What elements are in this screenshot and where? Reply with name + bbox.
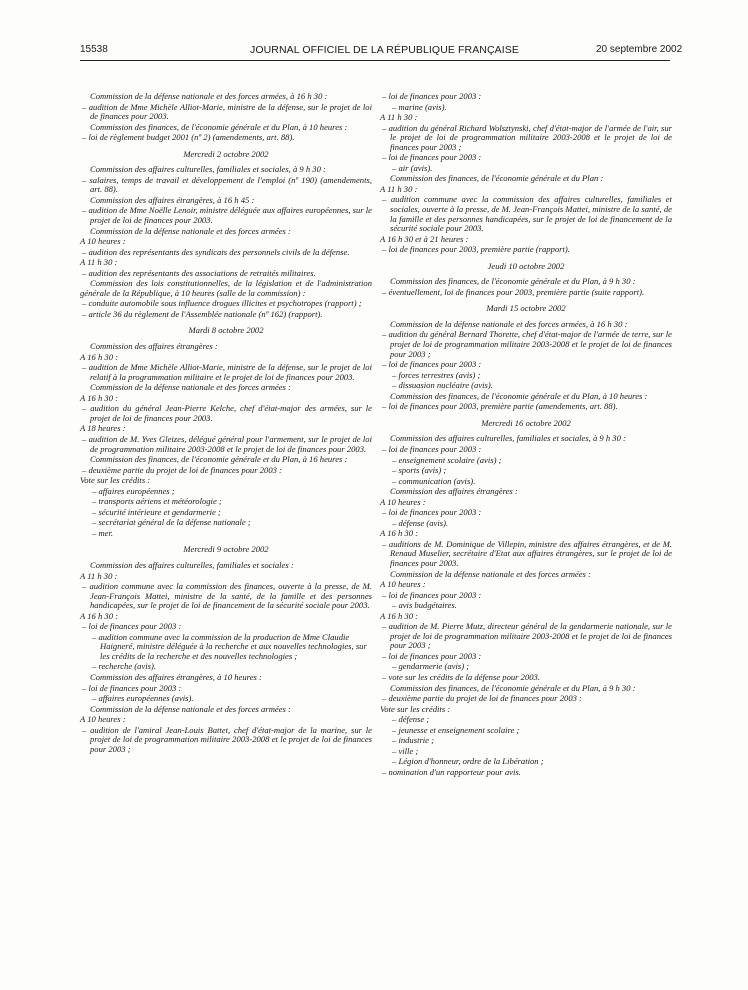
time-line: A 16 h 30 : bbox=[80, 610, 119, 621]
agenda-item: – audition du général Jean-Pierre Kelche, chef d'état-major des armées, sur le projet de loi de finances pour 2003. bbox=[82, 403, 372, 423]
agenda-subitem: – Légion d'honneur, ordre de la Libération ; bbox=[392, 756, 544, 767]
agenda-item: – auditions de M. Dominique de Villepin, ministre des affaires étrangères, et de M. Renaud Muselier, secrétaire d'Etat aux affaires étrangères, sur le projet de loi de finances pour 2003. bbox=[382, 538, 672, 568]
agenda-subitem: – affaires européennes (avis). bbox=[92, 693, 194, 704]
time-line: A 16 h 30 et à 21 heures : bbox=[380, 233, 469, 244]
agenda-item: – loi de finances pour 2003 : bbox=[382, 91, 482, 101]
agenda-item: – loi de finances pour 2003 : bbox=[382, 589, 482, 600]
agenda-subitem: – défense (avis). bbox=[392, 517, 449, 528]
page-header bbox=[0, 0, 748, 56]
section-date-heading: Mercredi 16 octobre 2002 bbox=[481, 417, 571, 428]
time-line: A 10 heures : bbox=[380, 579, 426, 590]
agenda-item: – vote sur les crédits de la défense pour 2003. bbox=[382, 671, 541, 682]
agenda-item: – loi de finances pour 2003 : bbox=[382, 443, 482, 454]
commission-heading: Commission des finances, de l'économie générale et du Plan, à 16 heures : bbox=[90, 454, 348, 465]
time-line: A 16 h 30 : bbox=[80, 351, 119, 362]
agenda-item: – loi de finances pour 2003 : bbox=[382, 507, 482, 518]
time-line: A 10 heures : bbox=[80, 236, 126, 247]
commission-heading: Commission des finances, de l'économie générale et du Plan, à 9 h 30 : bbox=[390, 276, 636, 287]
agenda-subitem: – affaires européennes ; bbox=[92, 485, 175, 496]
agenda-item: – audition du général Richard Wolsztynski, chef d'état-major de l'armée de l'air, sur le projet de loi de programmation militaire 2003-2008 et le projet de loi de finances pour 2003 ; bbox=[382, 122, 672, 152]
agenda-subitem: – sécurité intérieure et gendarmerie ; bbox=[92, 506, 221, 517]
time-line: A 11 h 30 : bbox=[80, 257, 118, 268]
time-line: A 10 heures : bbox=[380, 496, 426, 507]
agenda-item: – audition de Mme Michèle Alliot-Marie, ministre de la défense, sur le projet de loi relatif à la programmation militaire et le projet de loi de finances pour 2003. bbox=[82, 362, 372, 382]
agenda-subitem: – secrétariat général de la défense nationale ; bbox=[92, 517, 251, 528]
agenda-subitem: – air (avis). bbox=[392, 162, 433, 173]
page-number: 15538 bbox=[80, 44, 108, 55]
time-line: A 11 h 30 : bbox=[80, 570, 118, 581]
publication-date: 20 septembre 2002 bbox=[596, 44, 683, 55]
commission-heading: Commission des affaires culturelles, familiales et sociales, à 9 h 30 : bbox=[390, 433, 626, 444]
agenda-subitem: – forces terrestres (avis) ; bbox=[392, 369, 481, 380]
agenda-item: – audition commune avec la commission des finances, ouverte à la presse, de M. Jean-François Mattei, ministre de la santé, de la famille et des personnes handicapées, sur le projet de loi de financement de la sécurité sociale pour 2003. bbox=[82, 581, 372, 611]
agenda-subitem: – transports aériens et météorologie ; bbox=[92, 496, 222, 507]
agenda-item: – audition de M. Pierre Mutz, directeur général de la gendarmerie nationale, sur le projet de loi de programmation militaire 2003-2008 et le projet de loi de finances pour 2003 ; bbox=[382, 621, 672, 651]
agenda-item: – loi de finances pour 2003 : bbox=[382, 359, 482, 370]
agenda-subitem: – industrie ; bbox=[392, 735, 435, 746]
commission-heading: Commission des lois constitutionnelles, de la législation et de l'administration générale de la République, à 10 heures (salle de la commission) : bbox=[80, 278, 372, 298]
agenda-item: – loi de finances pour 2003 : bbox=[82, 621, 182, 632]
agenda-subitem: – recherche (avis). bbox=[92, 661, 157, 672]
commission-heading: Commission des affaires étrangères, à 16 h 45 : bbox=[90, 194, 255, 205]
agenda-subitem: – gendarmerie (avis) ; bbox=[392, 661, 470, 672]
commission-heading: Commission de la défense nationale et des forces armées : bbox=[90, 382, 291, 393]
commission-heading: Commission de la défense nationale et des forces armées, à 16 h 30 : bbox=[90, 91, 328, 101]
agenda-item: – audition de l'amiral Jean-Louis Battet, chef d'état-major de la marine, sur le projet de loi de programmation militaire 2003-2008 et le projet de loi de finances pour 2003 ; bbox=[82, 724, 372, 754]
agenda-item: – audition des représentants des syndicats des personnels civils de la défense. bbox=[82, 246, 350, 257]
commission-heading: Commission des affaires étrangères : bbox=[390, 486, 518, 497]
commission-heading: Commission des affaires culturelles, familiales et sociales : bbox=[90, 559, 294, 570]
time-line: A 16 h 30 : bbox=[380, 528, 419, 539]
agenda-item: – salaires, temps de travail et développement de l'emploi (nº 190) (amendements, art. 88). bbox=[82, 174, 372, 195]
agenda-item: – nomination d'un rapporteur pour avis. bbox=[382, 766, 521, 777]
agenda-item: – deuxième partie du projet de loi de finances pour 2003 : bbox=[382, 693, 582, 704]
header-rule bbox=[80, 60, 670, 61]
agenda-subitem: – dissuasion nucléaire (avis). bbox=[392, 380, 493, 391]
right-column bbox=[380, 92, 672, 778]
time-line: A 11 h 30 : bbox=[380, 112, 418, 123]
commission-heading: Commission des affaires étrangères : bbox=[90, 341, 218, 352]
agenda-subitem: – sports (avis) ; bbox=[392, 465, 447, 476]
time-line: A 16 h 30 : bbox=[380, 610, 419, 621]
commission-heading: Commission de la défense nationale et des forces armées : bbox=[390, 568, 591, 579]
commission-heading: Commission des finances, de l'économie générale et du Plan, à 9 h 30 : bbox=[390, 682, 636, 693]
agenda-item: – audition commune avec la commission des affaires culturelles, familiales et sociales, ouverte à la presse, de M. Jean-François Mattei, ministre de la santé, de la famille et des personnes handicapées, sur le projet de loi de financement de la sécurité sociale pour 2003. bbox=[382, 194, 672, 234]
agenda-item: – loi de finances pour 2003, première partie (amendements, art. 88). bbox=[382, 401, 618, 412]
commission-heading: Commission des finances, de l'économie générale et du Plan : bbox=[390, 173, 604, 184]
agenda-item: – audition du général Bernard Thorette, chef d'état-major de l'armée de terre, sur le projet de loi de programmation militaire 2003-2008 et le projet de loi de finances pour 2003 ; bbox=[382, 329, 672, 359]
agenda-item: – audition de M. Yves Gleizes, délégué général pour l'armement, sur le projet de loi de programmation militaire 2003-2008 et le projet de loi de finances pour 2003. bbox=[82, 433, 372, 454]
section-date-heading: Mardi 15 octobre 2002 bbox=[486, 303, 566, 314]
agenda-subitem: – marine (avis). bbox=[392, 101, 447, 112]
agenda-subitem: – enseignement scolaire (avis) ; bbox=[392, 454, 502, 465]
agenda-subitem: – jeunesse et enseignement scolaire ; bbox=[392, 724, 520, 735]
time-line: Vote sur les crédits : bbox=[80, 475, 151, 486]
agenda-item: – loi de finances pour 2003, première partie (rapport). bbox=[382, 244, 570, 255]
section-date-heading: Jeudi 10 octobre 2002 bbox=[487, 260, 565, 271]
commission-heading: Commission des finances, de l'économie générale et du Plan, à 10 heures : bbox=[390, 390, 648, 401]
section-date-heading: Mercredi 2 octobre 2002 bbox=[183, 148, 269, 159]
agenda-item: – audition des représentants des associations de retraités militaires. bbox=[82, 267, 316, 278]
journal-title: JOURNAL OFFICIEL DE LA RÉPUBLIQUE FRANÇAISE bbox=[250, 44, 519, 56]
left-column bbox=[80, 92, 372, 755]
agenda-subitem: – communication (avis). bbox=[392, 475, 476, 486]
agenda-item: – audition de Mme Noëlle Lenoir, ministre déléguée aux affaires européennes, sur le projet de loi de finances pour 2003. bbox=[82, 205, 372, 226]
time-line: A 18 heures : bbox=[80, 423, 126, 434]
agenda-item: – loi de finances pour 2003 : bbox=[82, 682, 182, 693]
agenda-item: – conduite automobile sous influence drogues illicites et psychotropes (rapport) ; bbox=[82, 298, 362, 309]
agenda-item: – article 36 du règlement de l'Assemblée nationale (nº 162) (rapport). bbox=[82, 308, 323, 319]
commission-heading: Commission de la défense nationale et des forces armées : bbox=[90, 703, 291, 714]
agenda-subitem: – mer. bbox=[92, 527, 114, 538]
time-line: A 10 heures : bbox=[80, 714, 126, 725]
agenda-subitem: – avis budgétaires. bbox=[392, 600, 457, 611]
commission-heading: Commission des affaires culturelles, familiales et sociales, à 9 h 30 : bbox=[90, 164, 326, 175]
agenda-subitem: – audition commune avec la commission de la production de Mme Claudie Haigneré, ministre déléguée à la recherche et aux nouvelles technologies, sur les crédits de la recherche et des nouvelles technologies ; bbox=[92, 631, 367, 661]
section-date-heading: Mercredi 9 octobre 2002 bbox=[183, 544, 269, 555]
commission-heading: Commission de la défense nationale et des forces armées, à 16 h 30 : bbox=[390, 318, 628, 329]
commission-heading: Commission des finances, de l'économie générale et du Plan, à 10 heures : bbox=[90, 121, 348, 132]
agenda-item: – loi de finances pour 2003 : bbox=[382, 650, 482, 661]
agenda-item: – éventuellement, loi de finances pour 2003, première partie (suite rapport). bbox=[382, 286, 645, 297]
commission-heading: Commission de la défense nationale et des forces armées : bbox=[90, 225, 291, 236]
time-line: A 11 h 30 : bbox=[380, 183, 418, 194]
section-date-heading: Mardi 8 octobre 2002 bbox=[188, 325, 264, 336]
agenda-item: – audition de Mme Michèle Alliot-Marie, ministre de la défense, sur le projet de loi de finances pour 2003. bbox=[82, 101, 372, 122]
agenda-subitem: – ville ; bbox=[392, 745, 419, 756]
commission-heading: Commission des affaires étrangères, à 10 heures : bbox=[90, 671, 262, 682]
time-line: Vote sur les crédits : bbox=[380, 703, 451, 714]
agenda-item: – deuxième partie du projet de loi de finances pour 2003 : bbox=[82, 464, 282, 475]
time-line: A 16 h 30 : bbox=[80, 392, 119, 403]
agenda-subitem: – défense ; bbox=[392, 714, 430, 725]
agenda-item: – loi de règlement budget 2001 (nº 2) (amendements, art. 88). bbox=[82, 132, 295, 143]
agenda-item: – loi de finances pour 2003 : bbox=[382, 152, 482, 163]
